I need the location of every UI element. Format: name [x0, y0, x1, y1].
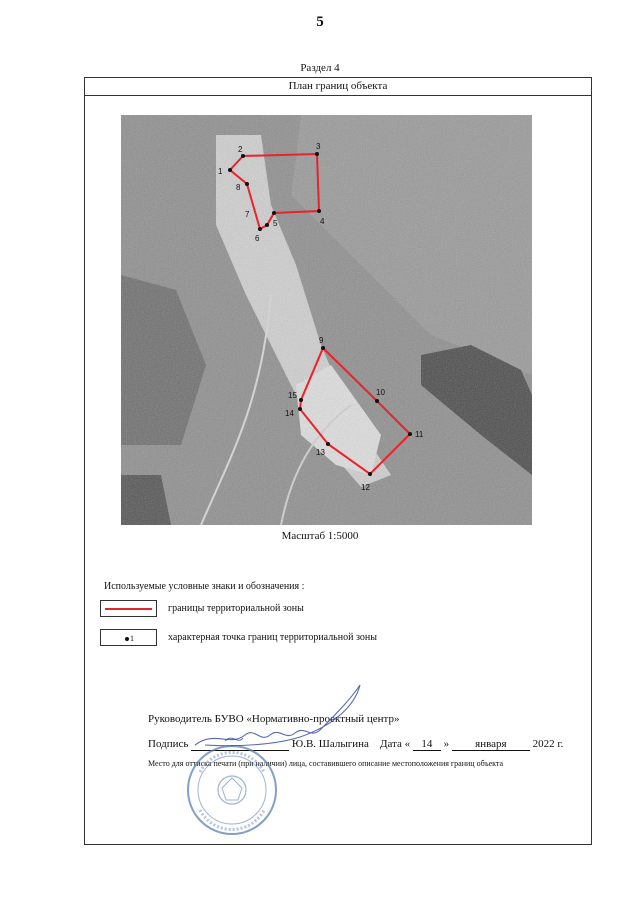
point-icon: 1 [125, 634, 134, 643]
point-label: 8 [236, 183, 241, 192]
point-label: 15 [288, 391, 297, 400]
point-label: 6 [255, 234, 260, 243]
stamp-place-note: Место для оттиска печати (при наличии) лица, составившего описание местоположения границ объекта [148, 759, 504, 768]
aerial-photo-map [121, 115, 532, 525]
date-year: 2022 г. [532, 738, 564, 750]
legend-label-point: характерная точка границ территориальной зоны [168, 632, 377, 643]
point-marker-1 [228, 168, 232, 172]
point-label: 3 [316, 142, 321, 151]
head-title: Руководитель БУВО «Нормативно-проектный центр» [148, 713, 400, 725]
point-marker-6 [258, 227, 262, 231]
legend-symbol-boundary [100, 600, 157, 617]
point-label: 4 [320, 217, 325, 226]
point-marker-15 [299, 398, 303, 402]
signer-name: Ю.В. Шалыгина [291, 738, 369, 750]
point-label: 2 [238, 145, 243, 154]
point-marker-7 [265, 223, 269, 227]
point-marker-14 [298, 407, 302, 411]
date-quote-close: » [443, 738, 450, 750]
point-marker-2 [241, 154, 245, 158]
point-label: 14 [285, 409, 294, 418]
seal-stamp-icon [180, 742, 290, 838]
point-label: 12 [361, 483, 370, 492]
date-day: 14 [413, 738, 441, 751]
point-marker-10 [375, 399, 379, 403]
red-line-icon [105, 608, 152, 610]
point-label: 1 [218, 167, 223, 176]
point-label: 7 [245, 210, 250, 219]
point-label: 13 [316, 448, 325, 457]
point-marker-4 [317, 209, 321, 213]
point-marker-12 [368, 472, 372, 476]
point-label: 10 [376, 388, 385, 397]
date-month: января [452, 738, 530, 751]
point-label: 5 [273, 219, 278, 228]
point-marker-5 [272, 211, 276, 215]
legend-title: Используемые условные знаки и обозначения : [104, 581, 305, 592]
point-marker-9 [321, 346, 325, 350]
point-marker-13 [326, 442, 330, 446]
sign-label: Подпись [148, 738, 189, 750]
legend-label-boundary: границы территориальной зоны [168, 603, 304, 614]
point-marker-8 [245, 182, 249, 186]
point-marker-3 [315, 152, 319, 156]
plan-title: План границ объекта [84, 77, 592, 96]
section-title: Раздел 4 [300, 62, 340, 74]
point-label: 11 [415, 430, 424, 439]
point-label: 9 [319, 336, 324, 345]
map-scale: Масштаб 1:5000 [281, 530, 359, 542]
point-marker-11 [408, 432, 412, 436]
signature-icon [185, 675, 370, 755]
page-number: 5 [316, 14, 324, 30]
date-label: Дата « [379, 738, 411, 750]
legend-symbol-point [100, 629, 157, 646]
